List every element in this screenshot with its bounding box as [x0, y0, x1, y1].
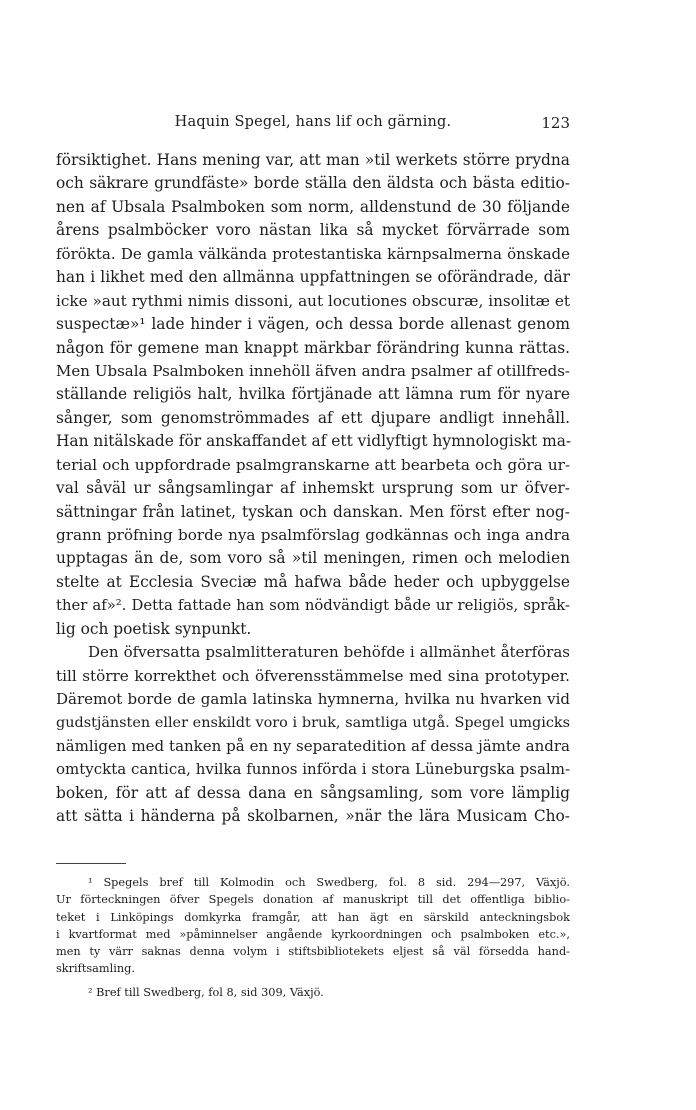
- footnote-1-line: ¹ Spegels bref till Kolmodin och Swedberg, fol. 8 sid. 294—297, Växjö.: [88, 876, 570, 889]
- text-line: och säkrare grundfäste» borde ställa den äldsta och bästa editio-: [56, 174, 570, 193]
- footnote-separator: [56, 863, 126, 864]
- footnote-1-line: i kvartformat med »påminnelser angående kyrkoordningen och psalmboken etc.»,: [56, 927, 570, 941]
- text-line: sånger, som genomströmmades af ett djupare andligt innehåll.: [56, 408, 570, 427]
- text-line: Han nitälskade för anskaffandet af ett vidlyftigt hymnologiskt ma-: [56, 432, 572, 451]
- text-line: icke »aut rythmi nimis dissoni, aut locutiones obscuræ, insolitæ et: [56, 291, 570, 310]
- page-header: [56, 114, 570, 136]
- text-line: omtyckta cantica, hvilka funnos införda i stora Lüneburgska psalm-: [56, 760, 571, 779]
- text-line: ställande religiös halt, hvilka förtjänade att lämna rum för nyare: [56, 385, 570, 404]
- footnote-1-line: skriftsamling.: [56, 962, 135, 976]
- text-line: han i likhet med den allmänna uppfattningen se oförändrade, där: [56, 268, 570, 287]
- text-line: gudstjänsten eller enskildt voro i bruk, samtliga utgå. Spegel umgicks: [56, 714, 570, 731]
- text-line: stelte at Ecclesia Sveciæ må hafwa både heder och upbyggelse: [56, 572, 570, 591]
- text-line: lig och poetisk synpunkt.: [56, 619, 252, 638]
- body-text: [56, 149, 570, 829]
- text-line: att sätta i händerna på skolbarnen, »när the lära Musicam Cho-: [56, 807, 570, 826]
- text-line: ther af»². Detta fattade han som nödvändigt både ur religiös, språk-: [56, 597, 570, 615]
- footnote-1-line: Ur förteckningen öfver Spegels donation af manuskript till det offentliga biblio-: [56, 893, 570, 907]
- text-line: försiktighet. Hans mening var, att man »til werkets större prydna: [56, 151, 570, 169]
- text-line: upptagas än de, som voro så »til meningen, rimen och melodien: [56, 549, 570, 568]
- page-number: 123: [541, 114, 570, 132]
- text-line: nen af Ubsala Psalmboken som norm, alldenstund de 30 följande: [56, 197, 570, 216]
- text-line: nämligen med tanken på en ny separatedition af dessa jämte andra: [56, 736, 570, 755]
- text-line: till större korrekthet och öfverensstämmelse med sina prototyper.: [56, 666, 570, 685]
- text-line: årens psalmböcker voro nästan lika så mycket förvärrade som: [56, 221, 570, 240]
- footnote-2-line: ² Bref till Swedberg, fol 8, sid 309, Växjö.: [88, 985, 324, 999]
- text-line: boken, för att af dessa dana en sångsamling, som vore lämplig: [56, 783, 570, 802]
- footnote-1-line: teket i Linköpings domkyrka framgår, att han ägt en särskild anteckningsbok: [56, 910, 570, 924]
- text-line: sättningar från latinet, tyskan och danskan. Men först efter nog-: [56, 502, 570, 521]
- footnote-1-line: men ty värr saknas denna volym i stiftsbibliotekets eljest så väl försedda hand-: [56, 945, 570, 959]
- footnotes: [56, 874, 570, 1001]
- paragraph-start-line: Den öfversatta psalmlitteraturen behöfde i allmänhet återföras: [88, 643, 570, 662]
- text-line: val såväl ur sångsamlingar af inhemskt ursprung som ur öfver-: [56, 479, 570, 498]
- text-line: suspectæ»¹ lade hinder i vägen, och dessa borde allenast genom: [56, 315, 570, 334]
- running-title: Haquin Spegel, hans lif och gärning.: [174, 114, 452, 130]
- text-line: Däremot borde de gamla latinska hymnerna, hvilka nu hvarken vid: [56, 690, 570, 709]
- text-line: någon för gemene man knappt märkbar förändring kunna rättas.: [56, 338, 570, 357]
- text-line: grann pröfning borde nya psalmförslag godkännas och inga andra: [56, 526, 570, 544]
- text-line: förökta. De gamla välkända protestantiska kärnpsalmerna önskade: [56, 244, 570, 263]
- text-line: Men Ubsala Psalmboken innehöll äfven andra psalmer af otillfreds-: [56, 361, 570, 380]
- text-line: terial och uppfordrade psalmgranskarne att bearbeta och göra ur-: [56, 455, 570, 474]
